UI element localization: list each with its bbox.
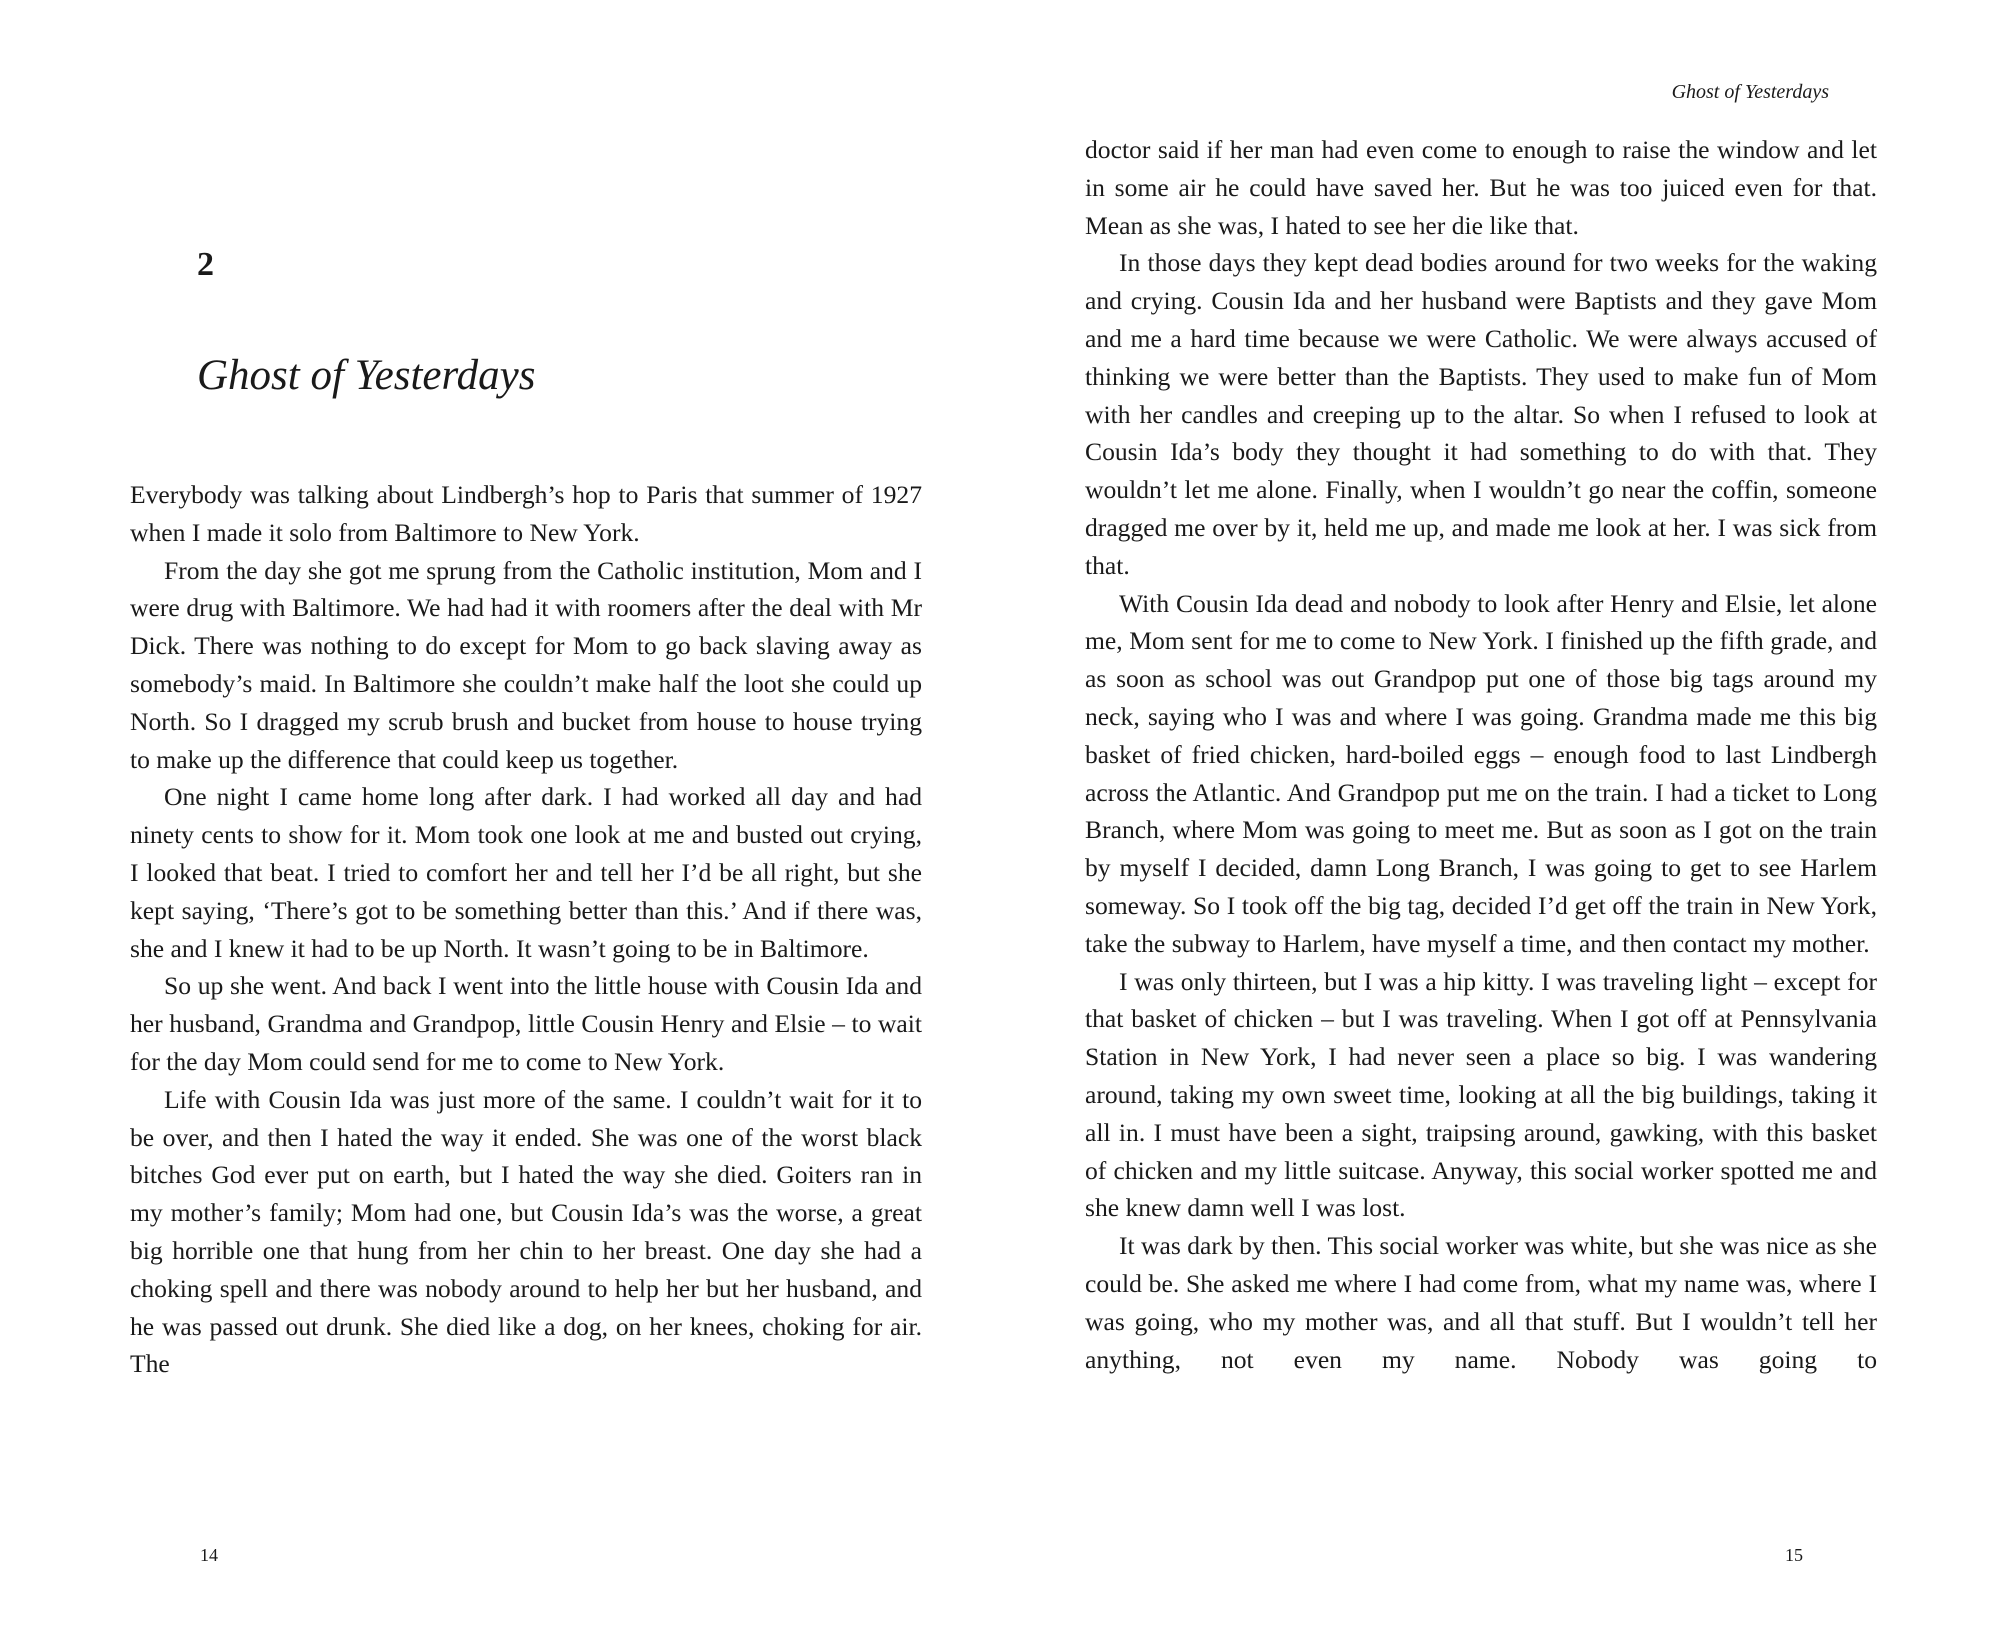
paragraph: Life with Cousin Ida was just more of the same. I couldn’t wait for it to be over, and then I hated the way it ended. She was one of the worst black bitches God ever put on earth, but I hated the way she died. Goiters ran in my mother’s family; Mom had one, but Cousin Ida’s was the worse, a great big horrible one that hung from her chin to her breast. One day she had a choking spell and there was nobody around to help her but her husband, and he was passed out drunk. She died like a dog, on her knees, choking for air. The	[130, 1084, 922, 1379]
paragraph: Everybody was talking about Lindbergh’s hop to Paris that summer of 1927 when I made it solo from Baltimore to New York.	[130, 480, 922, 547]
paragraph: From the day she got me sprung from the Catholic institution, Mom and I were drug with Baltimore. We had had it with roomers after the deal with Mr Dick. There was nothing to do except for Mom to go back slaving away as somebody’s maid. In Baltimore she couldn’t make half the loot she could up North. So I dragged my scrub brush and bucket from house to house trying to make up the difference that could keep us together.	[130, 555, 922, 774]
chapter-number: 2	[197, 246, 214, 283]
right-body-text	[1085, 131, 1877, 1378]
paragraph: With Cousin Ida dead and nobody to look after Henry and Elsie, let alone me, Mom sent for me to come to New York. I finished up the fifth grade, and as soon as school was out Grandpop put one of those big tags around my neck, saying who I was and where I was going. Grandma made me this big basket of fried chicken, hard-boiled eggs – enough food to last Lindbergh across the Atlantic. And Grandpop put me on the train. I had a ticket to Long Branch, where Mom was going to meet me. But as soon as I got on the train by myself I decided, damn Long Branch, I was going to get to see Harlem someway. So I took off the big tag, decided I’d get off the train in New York, take the subway to Harlem, have myself a time, and then contact my mother.	[1085, 588, 1877, 958]
page-number: 14	[200, 1545, 218, 1565]
paragraph: I was only thirteen, but I was a hip kitty. I was traveling light – except for that basket of chicken – but I was traveling. When I got off at Pennsylvania Station in New York, I had never seen a place so big. I was wandering around, taking my own sweet time, looking at all the big buildings, taking it all in. I must have been a sight, traipsing around, gawking, with this basket of chicken and my little suitcase. Anyway, this social worker spotted me and she knew damn well I was lost.	[1085, 966, 1877, 1223]
paragraph: One night I came home long after dark. I had worked all day and had ninety cents to show for it. Mom took one look at me and busted out crying, I looked that beat. I tried to comfort her and tell her I’d be all right, but she kept saying, ‘There’s got to be something better than this.’ And if there was, she and I knew it had to be up North. It wasn’t going to be in Baltimore.	[130, 782, 922, 963]
page-number: 15	[1785, 1545, 1803, 1565]
paragraph: In those days they kept dead bodies around for two weeks for the waking and crying. Cousin Ida and her husband were Baptists and they gave Mom and me a hard time because we were Catholic. We were always accused of thinking we were better than the Baptists. They used to make fun of Mom with her candles and creeping up to the altar. So when I refused to look at Cousin Ida’s body they thought it had something to do with that. They wouldn’t let me alone. Finally, when I wouldn’t go near the coffin, someone dragged me over by it, held me up, and made me look at her. I was sick from that.	[1085, 248, 1877, 580]
paragraph: doctor said if her man had even come to enough to raise the window and let in some air he could have saved her. But he was too juiced even for that. Mean as she was, I hated to see her die like that.	[1085, 135, 1877, 240]
chapter-title: Ghost of Yesterdays	[197, 352, 536, 399]
left-body-text	[130, 476, 922, 1383]
running-head: Ghost of Yesterdays	[1671, 81, 1829, 103]
paragraph: So up she went. And back I went into the little house with Cousin Ida and her husband, Grandma and Grandpop, little Cousin Henry and Elsie – to wait for the day Mom could send for me to come to New York.	[130, 971, 922, 1076]
paragraph: It was dark by then. This social worker was white, but she was nice as she could be. She asked me where I had come from, what my name was, where I was going, who my mother was, and all that stuff. But I wouldn’t tell her anything, not even my name. Nobody was going to	[1085, 1231, 1877, 1374]
right-page	[1000, 0, 2000, 1626]
